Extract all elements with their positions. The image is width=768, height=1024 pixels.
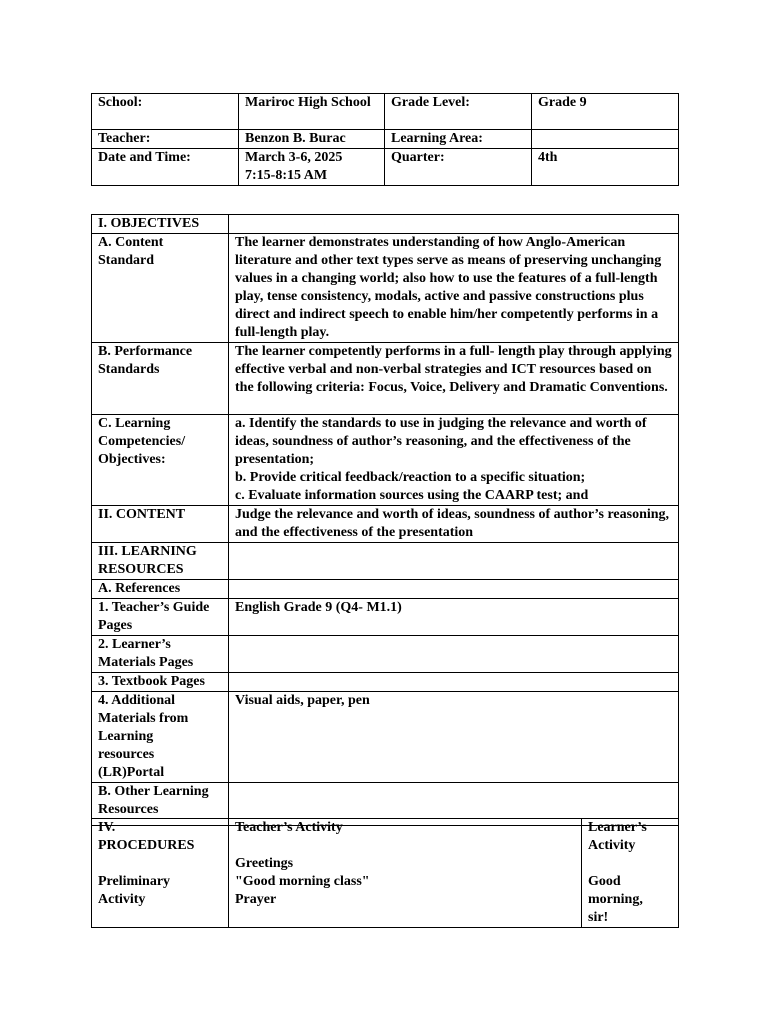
teacher-value: Benzon B. Burac bbox=[239, 130, 385, 149]
content-standard-value: The learner demonstrates understanding of how Anglo-American literature and other text types serve as means of preserving unchanging values in a changing world; also how to use the features of a full-length play, tense consistency, modals, active and passive constructions plus direct and indirect speech to enable him/her competently performs in a full-length play. bbox=[229, 234, 679, 343]
references-row bbox=[92, 580, 679, 599]
textbook-pages-row bbox=[92, 673, 679, 692]
date-time-value: March 3-6, 2025 7:15-8:15 AM bbox=[239, 149, 385, 186]
references-value bbox=[229, 580, 679, 599]
learning-area-value bbox=[532, 130, 679, 149]
competencies-value: a. Identify the standards to use in judging the relevance and worth of ideas, soundness of author’s reasoning, and the effectiveness of the presentation; b. Provide critical feedback/reaction to a specific situation; c. Evaluate information sources using the CAARP test; and bbox=[229, 415, 679, 506]
teacher-label: Teacher: bbox=[92, 130, 239, 149]
learning-area-label: Learning Area: bbox=[385, 130, 532, 149]
additional-materials-label: 4. Additional Materials from Learning resources (LR)Portal bbox=[92, 692, 229, 783]
textbook-pages-value bbox=[229, 673, 679, 692]
learning-resources-label: III. LEARNING RESOURCES bbox=[92, 543, 229, 580]
learner-activity: Learner’s Activity Good morning, sir! bbox=[582, 819, 679, 928]
grade-level-label: Grade Level: bbox=[385, 94, 532, 130]
school-label: School: bbox=[92, 94, 239, 130]
competencies-row bbox=[92, 415, 679, 506]
objectives-value bbox=[229, 215, 679, 234]
textbook-pages-label: 3. Textbook Pages bbox=[92, 673, 229, 692]
school-value: Mariroc High School bbox=[239, 94, 385, 130]
lesson-info-table bbox=[91, 93, 679, 186]
teacher-activity: Teacher’s Activity Greetings "Good morning class" Prayer bbox=[229, 819, 582, 928]
performance-standards-label: B. Performance Standards bbox=[92, 343, 229, 415]
content-standard-label: A. Content Standard bbox=[92, 234, 229, 343]
learning-resources-row bbox=[92, 543, 679, 580]
date-time-label: Date and Time: bbox=[92, 149, 239, 186]
performance-standards-value: The learner competently performs in a full- length play through applying effective verbal and non-verbal strategies and ICT resources based on the following criteria: Focus, Voice, Delivery and Dramatic Conventions. bbox=[229, 343, 679, 415]
teachers-guide-row bbox=[92, 599, 679, 636]
teachers-guide-value: English Grade 9 (Q4- M1.1) bbox=[229, 599, 679, 636]
teachers-guide-label: 1. Teacher’s Guide Pages bbox=[92, 599, 229, 636]
learners-materials-row bbox=[92, 636, 679, 673]
learning-resources-value bbox=[229, 543, 679, 580]
references-label: A. References bbox=[92, 580, 229, 599]
procedures-row bbox=[92, 819, 679, 928]
additional-materials-value: Visual aids, paper, pen bbox=[229, 692, 679, 783]
quarter-value: 4th bbox=[532, 149, 679, 186]
additional-materials-row bbox=[92, 692, 679, 783]
content-value: Judge the relevance and worth of ideas, soundness of author’s reasoning, and the effectiveness of the presentation bbox=[229, 506, 679, 543]
content-standard-row bbox=[92, 234, 679, 343]
grade-level-value: Grade 9 bbox=[532, 94, 679, 130]
lesson-plan-table bbox=[91, 214, 679, 826]
learners-materials-label: 2. Learner’s Materials Pages bbox=[92, 636, 229, 673]
other-resources-label: B. Other Learning Resources bbox=[92, 783, 229, 826]
quarter-label: Quarter: bbox=[385, 149, 532, 186]
learners-materials-value bbox=[229, 636, 679, 673]
procedures-table bbox=[91, 818, 679, 928]
content-row bbox=[92, 506, 679, 543]
objectives-label: I. OBJECTIVES bbox=[92, 215, 229, 234]
procedures-label: IV. PROCEDURES Preliminary Activity bbox=[92, 819, 229, 928]
competencies-label: C. Learning Competencies/ Objectives: bbox=[92, 415, 229, 506]
objectives-row bbox=[92, 215, 679, 234]
performance-standards-row bbox=[92, 343, 679, 415]
content-label: II. CONTENT bbox=[92, 506, 229, 543]
